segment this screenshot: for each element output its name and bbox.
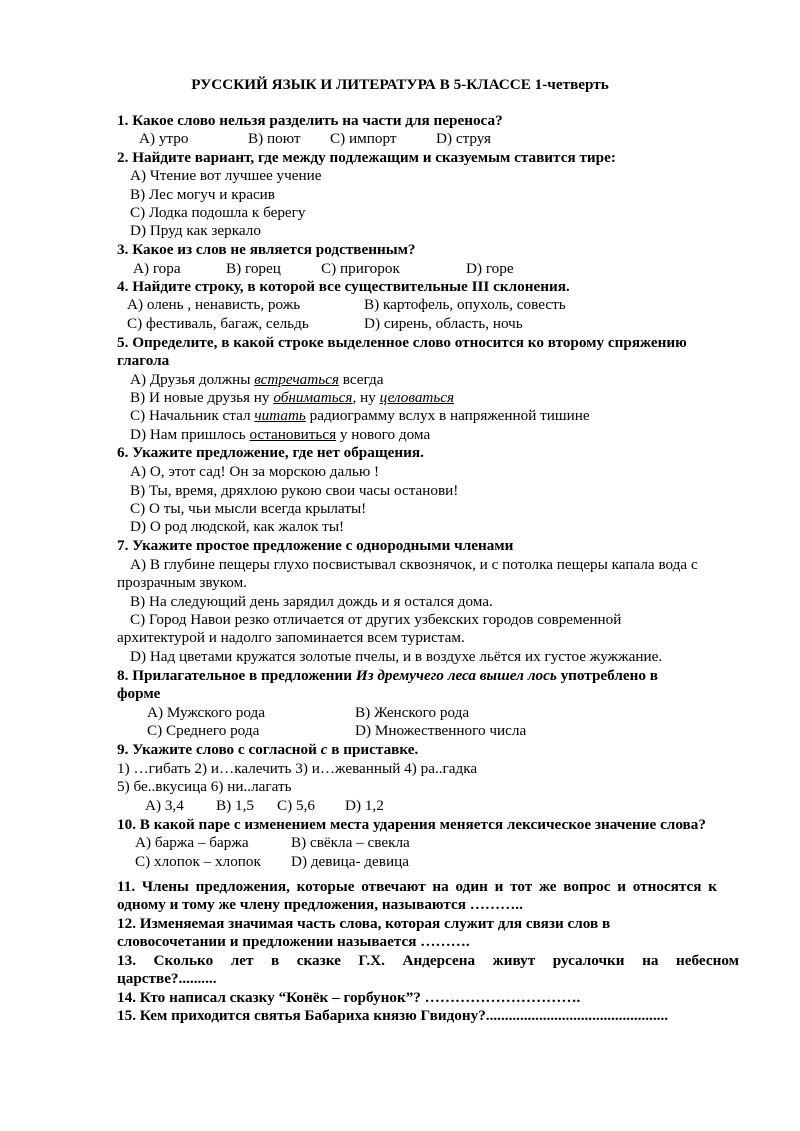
q6-option-b: B) Ты, время, дряхлою рукою свои часы останови! [130, 482, 459, 499]
q8-option-d: D) Множественного числа [355, 722, 527, 739]
question-11: 11. Члены предложения, которые отвечают на один и тот же вопрос и относятся к [117, 878, 717, 895]
q6-option-d: D) О род людской, как жалок ты! [130, 518, 345, 535]
question-7: 7. Укажите простое предложение с однородными членами [117, 537, 514, 554]
q7-option-c: C) Город Навои резко отличается от других узбекских городов современной [130, 611, 622, 628]
q3-option-d: D) горе [466, 260, 514, 277]
q9-items-row-1: 1) …гибать 2) и…калечить 3) и…жеванный 4) ра..гадка [117, 760, 478, 777]
highlighted-word: целоваться [379, 389, 455, 406]
question-2: 2. Найдите вариант, где между подлежащим и сказуемым ставится тире: [117, 149, 616, 166]
q2-option-b: B) Лес могуч и красив [130, 186, 275, 203]
question-13-cont: царстве?.......... [117, 970, 217, 987]
question-11-cont: одному и тому же члену предложения, называются ……….. [117, 896, 523, 913]
q7-option-a-cont: прозрачным звуком. [117, 574, 247, 591]
q10-option-c: C) хлопок – хлопок [135, 853, 261, 870]
q6-option-a: A) О, этот сад! Он за морскою далью ! [130, 463, 380, 480]
q8-option-b: B) Женского рода [355, 704, 470, 721]
q7-option-b: B) На следующий день зарядил дождь и я остался дома. [130, 593, 493, 610]
q5-option-c: C) Начальник стал читать радиограмму вслух в напряженной тишине [130, 407, 590, 424]
q2-option-a: A) Чтение вот лучшее учение [130, 167, 322, 184]
question-6: 6. Укажите предложение, где нет обращения. [117, 444, 424, 461]
question-8-cont: форме [117, 685, 161, 702]
q3-option-c: C) пригорок [321, 260, 400, 277]
q4-option-c: C) фестиваль, багаж, сельдь [127, 315, 309, 332]
highlighted-word: встречаться [254, 371, 339, 388]
q4-option-a: A) олень , ненависть, рожь [127, 296, 301, 313]
q8-option-a: A) Мужского рода [147, 704, 265, 721]
highlighted-word: обниматься [273, 389, 353, 406]
q9-items-row-2: 5) бе..вкусица 6) ни..лагать [117, 778, 292, 795]
question-13: 13. Сколько лет в сказке Г.Х. Андерсена живут русалочки на небесном [117, 952, 739, 969]
q8-option-c: C) Среднего рода [147, 722, 260, 739]
q6-option-c: C) О ты, чьи мысли всегда крылаты! [130, 500, 367, 517]
q9-option-b: B) 1,5 [216, 797, 254, 814]
question-5-cont: глагола [117, 352, 170, 369]
question-1: 1. Какое слово нельзя разделить на части для переноса? [117, 112, 503, 129]
q10-option-a: A) баржа – баржа [135, 834, 249, 851]
q9-option-a: A) 3,4 [145, 797, 184, 814]
q1-option-c: C) импорт [330, 130, 397, 147]
q1-option-a: A) утро [139, 130, 189, 147]
question-5: 5. Определите, в какой строке выделенное слово относится ко второму спряжению [117, 334, 687, 351]
highlighted-word: остановиться [249, 426, 337, 443]
q3-option-a: A) гора [133, 260, 181, 277]
q1-option-d: D) струя [436, 130, 491, 147]
q3-option-b: B) горец [226, 260, 281, 277]
q7-option-c-cont: архитектурой и надолго запоминается всем туристам. [117, 629, 465, 646]
highlighted-word: читать [254, 407, 306, 424]
question-12: 12. Изменяемая значимая часть слова, которая служит для связи слов в [117, 915, 611, 932]
q9-option-c: C) 5,6 [277, 797, 315, 814]
q4-option-d: D) сирень, область, ночь [364, 315, 523, 332]
q5-option-d: D) Нам пришлось остановиться у нового дома [130, 426, 431, 443]
q5-option-b: B) И новые друзья ну обниматься, ну целоваться [130, 389, 455, 406]
q10-option-b: B) свёкла – свекла [291, 834, 410, 851]
question-10: 10. В какой паре с изменением места ударения меняется лексическое значение слова? [117, 816, 706, 833]
q10-option-d: D) девица- девица [291, 853, 409, 870]
question-8: 8. Прилагательное в предложении Из дремучего леса вышел лось употреблено в [117, 667, 658, 684]
question-4: 4. Найдите строку, в которой все существительные III склонения. [117, 278, 570, 295]
question-3: 3. Какое из слов не является родственным? [117, 241, 416, 258]
question-15: 15. Кем приходится святья Бабариха князю Гвидону?................................................ [117, 1007, 669, 1024]
q9-option-d: D) 1,2 [345, 797, 384, 814]
q4-option-b: B) картофель, опухоль, совесть [364, 296, 566, 313]
q2-option-d: D) Пруд как зеркало [130, 222, 261, 239]
q7-option-d: D) Над цветами кружатся золотые пчелы, и в воздухе льётся их густое жужжание. [130, 648, 663, 665]
q7-option-a: A) В глубине пещеры глухо посвистывал сквознячок, и с потолка пещеры капала вода с [130, 556, 698, 573]
q1-option-b: B) поют [248, 130, 301, 147]
question-12-cont: словосочетании и предложении называется ………. [117, 933, 470, 950]
quoted-sentence: Из дремучего леса вышел лось [355, 667, 557, 684]
q2-option-c: C) Лодка подошла к берегу [130, 204, 306, 221]
page-title: РУССКИЙ ЯЗЫК И ЛИТЕРАТУРА В 5-КЛАССЕ 1-четверть [191, 76, 609, 93]
question-9: 9. Укажите слово с согласной с в приставке. [117, 741, 419, 758]
question-14: 14. Кто написал сказку “Конёк – горбунок”? …………………………. [117, 989, 581, 1006]
q5-option-a: A) Друзья должны встречаться всегда [130, 371, 384, 388]
